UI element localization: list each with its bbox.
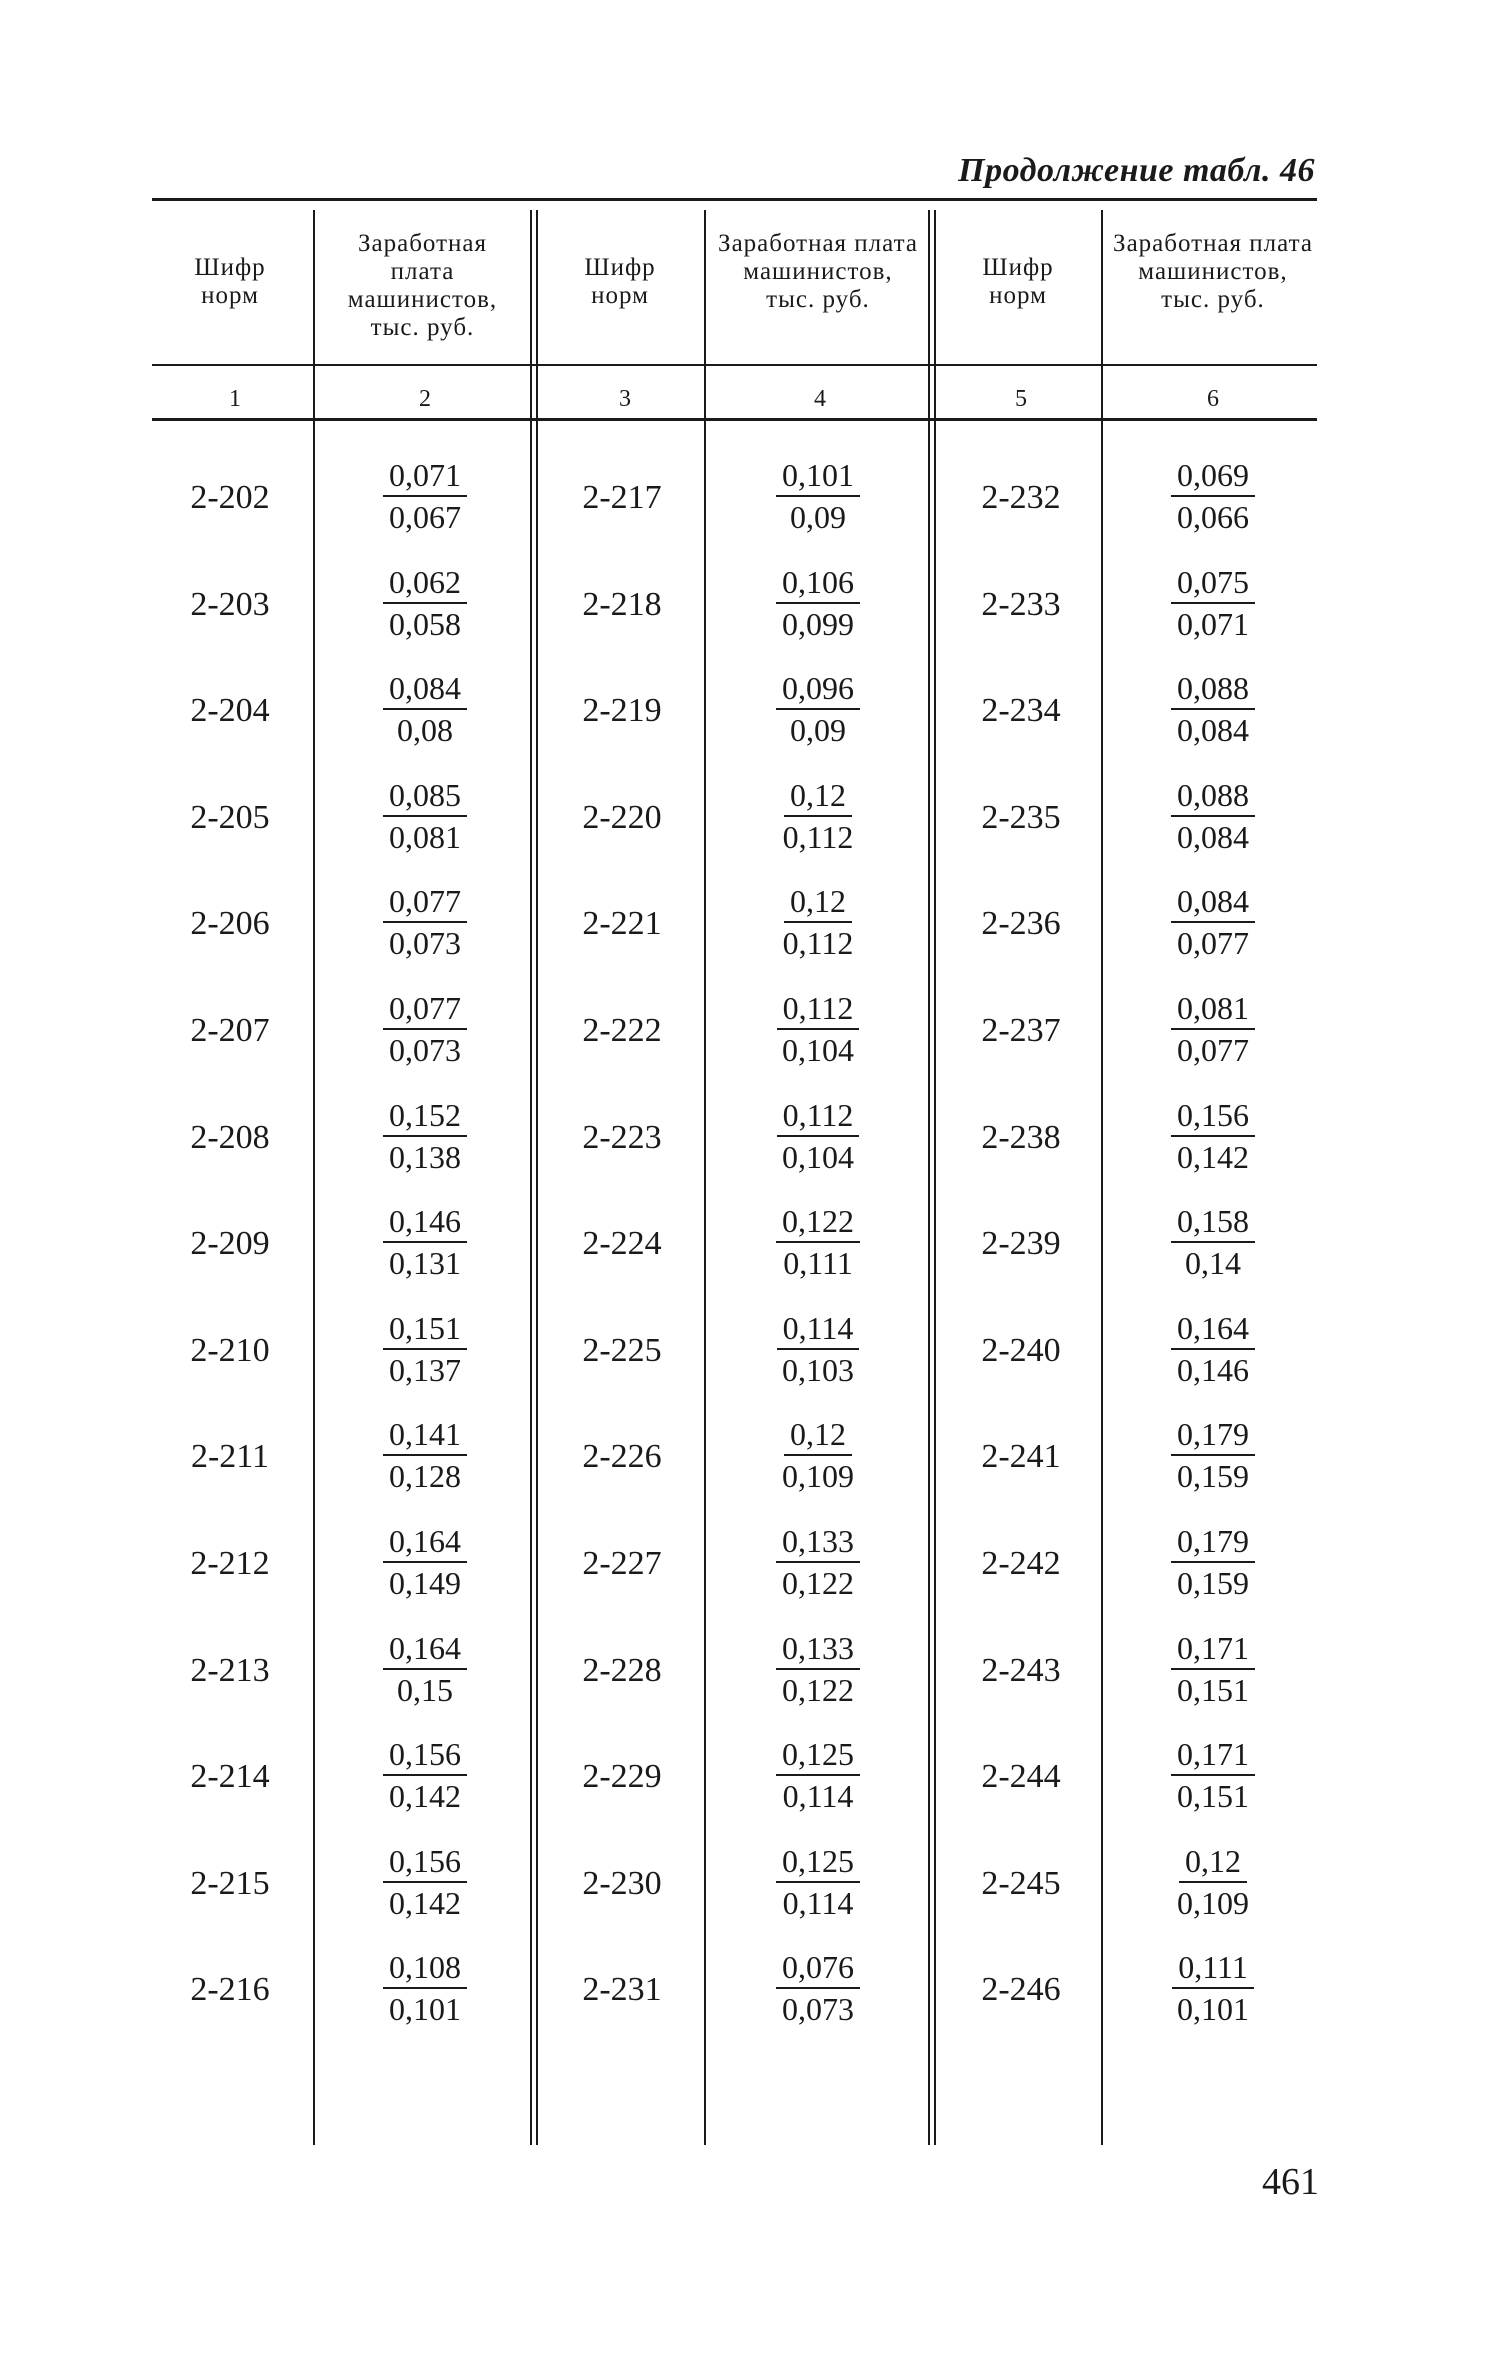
column-number: 1 xyxy=(229,386,241,412)
wage-numerator: 0,108 xyxy=(383,1947,467,1989)
wage-numerator: 0,084 xyxy=(1171,881,1255,923)
norm-code: 2-221 xyxy=(582,905,662,943)
divider-5-6 xyxy=(1101,210,1103,2145)
wage-numerator: 0,158 xyxy=(1171,1201,1255,1243)
wage-fraction xyxy=(330,1308,520,1390)
wage-fraction xyxy=(330,1414,520,1496)
norm-code: 2-216 xyxy=(190,1971,270,2009)
wage-fraction xyxy=(718,1947,918,2029)
wage-numerator: 0,088 xyxy=(1171,668,1255,710)
wage-denominator: 0,138 xyxy=(389,1138,461,1175)
norm-code: 2-238 xyxy=(981,1118,1061,1156)
wage-denominator: 0,142 xyxy=(1177,1138,1249,1175)
wage-numerator: 0,133 xyxy=(776,1521,860,1563)
wage-numerator: 0,069 xyxy=(1171,455,1255,497)
column-number: 6 xyxy=(1207,386,1219,412)
wage-numerator: 0,179 xyxy=(1171,1414,1255,1456)
wage-numerator: 0,156 xyxy=(383,1841,467,1883)
header-bottom-rule xyxy=(152,364,1317,366)
wage-numerator: 0,071 xyxy=(383,455,467,497)
wage-numerator: 0,122 xyxy=(776,1201,860,1243)
wage-fraction xyxy=(718,1095,918,1177)
wage-fraction xyxy=(718,562,918,644)
norm-code: 2-239 xyxy=(981,1225,1061,1263)
wage-fraction xyxy=(1113,1628,1313,1710)
wage-fraction xyxy=(1113,1521,1313,1603)
wage-numerator: 0,075 xyxy=(1171,562,1255,604)
wage-denominator: 0,128 xyxy=(389,1458,461,1495)
wage-denominator: 0,112 xyxy=(782,925,854,962)
wage-numerator: 0,164 xyxy=(383,1521,467,1563)
wage-denominator: 0,099 xyxy=(782,605,854,642)
wage-fraction xyxy=(1113,668,1313,750)
wage-denominator: 0,073 xyxy=(782,1991,854,2028)
wage-numerator: 0,084 xyxy=(383,668,467,710)
norm-code: 2-225 xyxy=(582,1331,662,1369)
wage-numerator: 0,106 xyxy=(776,562,860,604)
norm-code: 2-235 xyxy=(981,798,1061,836)
wage-fraction xyxy=(330,1841,520,1923)
wage-denominator: 0,101 xyxy=(389,1991,461,2028)
wage-denominator: 0,114 xyxy=(782,1778,854,1815)
wage-fraction xyxy=(330,988,520,1070)
wage-fraction xyxy=(330,881,520,963)
norm-code: 2-204 xyxy=(190,692,270,730)
wage-numerator: 0,088 xyxy=(1171,775,1255,817)
wage-fraction xyxy=(1113,1841,1313,1923)
wage-denominator: 0,103 xyxy=(782,1351,854,1388)
norm-code: 2-203 xyxy=(190,585,270,623)
wage-numerator: 0,171 xyxy=(1171,1734,1255,1776)
wage-denominator: 0,142 xyxy=(389,1884,461,1921)
wage-denominator: 0,067 xyxy=(389,499,461,535)
norm-code: 2-236 xyxy=(981,905,1061,943)
header-wage-3: Заработная плата машинистов, тыс. руб. xyxy=(1113,230,1313,313)
wage-denominator: 0,146 xyxy=(1177,1351,1249,1388)
wage-fraction xyxy=(718,455,918,537)
wage-denominator: 0,104 xyxy=(782,1032,854,1068)
norm-code: 2-222 xyxy=(582,1012,662,1049)
norm-code: 2-244 xyxy=(981,1758,1061,1796)
wage-fraction xyxy=(330,562,520,644)
wage-numerator: 0,12 xyxy=(784,881,852,923)
norm-code: 2-211 xyxy=(190,1438,270,1476)
divider-4-5b xyxy=(934,210,936,2145)
wage-denominator: 0,084 xyxy=(1177,712,1249,749)
wage-numerator: 0,171 xyxy=(1171,1628,1255,1670)
wage-fraction xyxy=(718,1841,918,1923)
wage-denominator: 0,104 xyxy=(782,1138,854,1175)
wage-numerator: 0,101 xyxy=(776,455,860,497)
wage-numerator: 0,146 xyxy=(383,1201,467,1243)
divider-2-3b xyxy=(536,210,538,2145)
wage-numerator: 0,179 xyxy=(1171,1521,1255,1563)
wage-fraction xyxy=(1113,1947,1313,2029)
wage-fraction xyxy=(718,1734,918,1816)
header-wage-1: Заработная плата машинистов, тыс. руб. xyxy=(347,230,498,341)
wage-numerator: 0,077 xyxy=(383,881,467,923)
wage-denominator: 0,151 xyxy=(1177,1778,1249,1815)
wage-numerator: 0,062 xyxy=(383,562,467,604)
wage-denominator: 0,142 xyxy=(389,1778,461,1815)
wage-denominator: 0,109 xyxy=(782,1458,854,1495)
norm-code: 2-213 xyxy=(190,1651,270,1689)
wage-fraction xyxy=(330,1734,520,1816)
wage-numerator: 0,12 xyxy=(784,1414,852,1456)
wage-numerator: 0,081 xyxy=(1171,988,1255,1030)
wage-fraction xyxy=(330,1521,520,1603)
wage-denominator: 0,101 xyxy=(1177,1991,1249,2028)
wage-denominator: 0,111 xyxy=(783,1245,853,1282)
wage-numerator: 0,156 xyxy=(1171,1095,1255,1137)
divider-1-2 xyxy=(313,210,315,2145)
norm-code: 2-223 xyxy=(582,1118,662,1156)
norm-code: 2-240 xyxy=(981,1331,1061,1369)
wage-denominator: 0,08 xyxy=(397,712,453,749)
norm-code: 2-214 xyxy=(190,1758,270,1796)
column-numbers-rule xyxy=(152,418,1317,421)
header-wage-2: Заработная плата машинистов, тыс. руб. xyxy=(718,230,918,313)
norm-code: 2-231 xyxy=(582,1971,662,2009)
wage-numerator: 0,156 xyxy=(383,1734,467,1776)
wage-fraction xyxy=(718,988,918,1070)
wage-fraction xyxy=(718,881,918,963)
wage-denominator: 0,131 xyxy=(389,1245,461,1282)
norm-code: 2-226 xyxy=(582,1438,662,1476)
wage-numerator: 0,151 xyxy=(383,1308,467,1350)
wage-fraction xyxy=(330,1095,520,1177)
norm-code: 2-219 xyxy=(582,692,662,730)
norm-code: 2-243 xyxy=(981,1651,1061,1689)
wage-fraction xyxy=(1113,775,1313,857)
wage-fraction xyxy=(330,455,520,537)
header-code-3: Шифр норм xyxy=(982,254,1054,309)
wage-fraction xyxy=(330,775,520,857)
wage-denominator: 0,15 xyxy=(397,1671,453,1708)
wage-denominator: 0,122 xyxy=(782,1671,854,1708)
column-number: 2 xyxy=(419,386,431,412)
divider-3-4 xyxy=(704,210,706,2145)
wage-numerator: 0,12 xyxy=(1179,1841,1247,1883)
norm-code: 2-224 xyxy=(582,1225,662,1263)
wage-numerator: 0,125 xyxy=(776,1841,860,1883)
wage-numerator: 0,125 xyxy=(776,1734,860,1776)
wage-numerator: 0,141 xyxy=(383,1414,467,1456)
wage-denominator: 0,151 xyxy=(1177,1671,1249,1708)
wage-numerator: 0,133 xyxy=(776,1628,860,1670)
wage-numerator: 0,112 xyxy=(777,1095,860,1137)
wage-fraction xyxy=(718,1308,918,1390)
header-code-1: Шифр норм xyxy=(194,254,266,309)
wage-fraction xyxy=(1113,455,1313,537)
norm-code: 2-210 xyxy=(190,1331,270,1369)
norm-code: 2-207 xyxy=(190,1012,270,1049)
wage-denominator: 0,112 xyxy=(782,818,854,855)
norm-code: 2-233 xyxy=(981,585,1061,623)
norm-code: 2-228 xyxy=(582,1651,662,1689)
norm-code: 2-237 xyxy=(981,1012,1061,1049)
wage-denominator: 0,149 xyxy=(389,1565,461,1601)
wage-numerator: 0,12 xyxy=(784,775,852,817)
divider-2-3a xyxy=(530,210,532,2145)
wage-fraction xyxy=(330,1201,520,1283)
wage-numerator: 0,164 xyxy=(1171,1308,1255,1350)
wage-denominator: 0,09 xyxy=(790,712,846,749)
norm-code: 2-205 xyxy=(190,798,270,836)
divider-4-5a xyxy=(928,210,930,2145)
wage-fraction xyxy=(718,775,918,857)
wage-denominator: 0,077 xyxy=(1177,1032,1249,1068)
wage-denominator: 0,058 xyxy=(389,605,461,642)
norm-code: 2-230 xyxy=(582,1864,662,1902)
norm-code: 2-202 xyxy=(190,479,270,516)
wage-denominator: 0,084 xyxy=(1177,818,1249,855)
wage-fraction xyxy=(330,668,520,750)
norm-code: 2-241 xyxy=(981,1438,1061,1476)
wage-denominator: 0,071 xyxy=(1177,605,1249,642)
norm-code: 2-209 xyxy=(190,1225,270,1263)
table-top-rule xyxy=(152,198,1317,201)
norm-code: 2-217 xyxy=(582,479,662,516)
wage-fraction xyxy=(718,668,918,750)
wage-fraction xyxy=(1113,1734,1313,1816)
norm-code: 2-232 xyxy=(981,479,1061,516)
wage-fraction xyxy=(1113,1308,1313,1390)
wage-denominator: 0,109 xyxy=(1177,1884,1249,1921)
wage-denominator: 0,137 xyxy=(389,1351,461,1388)
wage-denominator: 0,066 xyxy=(1177,499,1249,535)
wage-fraction xyxy=(330,1628,520,1710)
wage-numerator: 0,112 xyxy=(777,988,860,1030)
wage-denominator: 0,081 xyxy=(389,818,461,855)
norm-code: 2-212 xyxy=(190,1545,270,1582)
wage-fraction xyxy=(718,1201,918,1283)
norm-code: 2-218 xyxy=(582,585,662,623)
wage-fraction xyxy=(1113,1095,1313,1177)
wage-fraction xyxy=(718,1414,918,1496)
wage-denominator: 0,073 xyxy=(389,925,461,962)
norm-code: 2-234 xyxy=(981,692,1061,730)
wage-fraction xyxy=(1113,988,1313,1070)
wage-fraction xyxy=(718,1521,918,1603)
norm-code: 2-229 xyxy=(582,1758,662,1796)
norm-code: 2-245 xyxy=(981,1864,1061,1902)
wage-denominator: 0,159 xyxy=(1177,1565,1249,1601)
column-number: 5 xyxy=(1015,386,1027,412)
column-number: 4 xyxy=(814,386,826,412)
norm-code: 2-227 xyxy=(582,1545,662,1582)
wage-fraction xyxy=(1113,562,1313,644)
column-number: 3 xyxy=(619,386,631,412)
wage-numerator: 0,111 xyxy=(1172,1947,1254,1989)
wage-fraction xyxy=(718,1628,918,1710)
wage-fraction xyxy=(1113,1414,1313,1496)
page-number: 461 xyxy=(1262,2161,1319,2203)
norm-code: 2-215 xyxy=(190,1864,270,1902)
wage-numerator: 0,152 xyxy=(383,1095,467,1137)
wage-numerator: 0,076 xyxy=(776,1947,860,1989)
header-code-2: Шифр норм xyxy=(584,254,656,309)
wage-numerator: 0,077 xyxy=(383,988,467,1030)
wage-fraction xyxy=(1113,881,1313,963)
wage-denominator: 0,077 xyxy=(1177,925,1249,962)
norm-code: 2-242 xyxy=(981,1545,1061,1582)
wage-denominator: 0,122 xyxy=(782,1565,854,1601)
wage-denominator: 0,14 xyxy=(1185,1245,1241,1282)
wage-fraction xyxy=(330,1947,520,2029)
wage-denominator: 0,159 xyxy=(1177,1458,1249,1495)
table-caption: Продолжение табл. 46 xyxy=(958,152,1315,189)
wage-denominator: 0,09 xyxy=(790,499,846,535)
norm-code: 2-206 xyxy=(190,905,270,943)
wage-denominator: 0,114 xyxy=(782,1884,854,1921)
norm-code: 2-208 xyxy=(190,1118,270,1156)
wage-numerator: 0,114 xyxy=(777,1308,860,1350)
wage-fraction xyxy=(1113,1201,1313,1283)
wage-numerator: 0,096 xyxy=(776,668,860,710)
wage-denominator: 0,073 xyxy=(389,1032,461,1068)
norm-code: 2-246 xyxy=(981,1971,1061,2009)
wage-numerator: 0,164 xyxy=(383,1628,467,1670)
norm-code: 2-220 xyxy=(582,798,662,836)
wage-numerator: 0,085 xyxy=(383,775,467,817)
